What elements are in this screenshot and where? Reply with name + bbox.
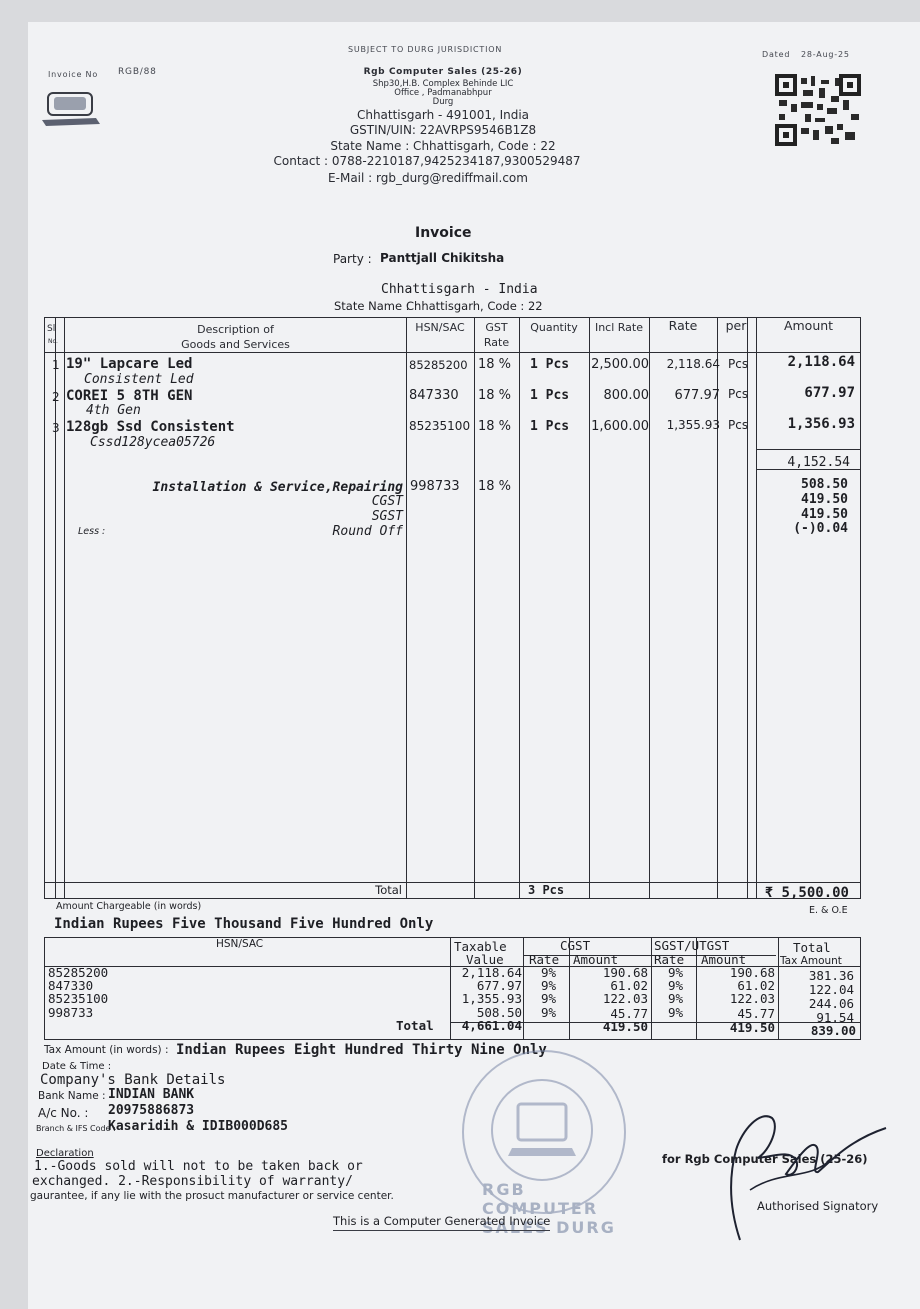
for-company: for Rgb Computer Sales (25-26) [662,1152,868,1166]
row-incl-rate: 800.00 [603,388,649,403]
cgst-label: CGST [371,494,403,509]
tax-total-amount: 839.00 [810,1023,856,1038]
eoe-note: E. & O.E [809,905,848,916]
round-off-label: Round Off [332,524,403,539]
tax-row-total: 244.06 [808,996,854,1011]
tax-row-cgst-rate: 9% [541,965,557,980]
company-state: State Name : Chhattisgarh, Code : 22 [330,139,556,153]
tax-row-hsn: 85285200 [48,965,109,980]
col-gst-1: GST [485,321,508,334]
row-sub: Cssd128ycea05726 [90,435,216,450]
tax-row-sgst-amount: 190.68 [729,965,775,980]
tax-total-value: 4,661.04 [461,1018,522,1033]
tax-row-cgst-amount: 122.03 [602,991,648,1006]
tax-col-cgst-rate: Rate [529,952,560,967]
row-hsn: 85235100 [409,419,471,433]
tax-row-cgst-rate: 9% [541,1005,557,1020]
authorised-signatory: Authorised Signatory [757,1199,879,1213]
company-address-2: Office , Padmanabhpur [394,88,492,98]
service-gst: 18 % [478,479,512,494]
row-qty: 1 Pcs [530,357,570,372]
tax-row-value: 1,355.93 [461,991,522,1006]
company-address-3: Durg [432,97,454,107]
amount-words-label: Amount Chargeable (in words) [56,901,202,912]
branch-label: Branch & IFS Code : [36,1124,116,1133]
account-label: A/c No. : [38,1106,89,1120]
amount-words: Indian Rupees Five Thousand Five Hundred Only [54,916,434,932]
row-incl-rate: 2,500.00 [591,357,649,372]
tax-row-hsn: 85235100 [48,991,109,1006]
declaration-line-2: exchanged. 2.-Responsibility of warranty/ [32,1174,353,1189]
tax-col-cgst-amount: Amount [573,952,619,967]
invoice-no-label: Invoice No [48,70,99,79]
bank-title: Company's Bank Details [40,1072,226,1088]
tax-row-cgst-rate: 9% [541,978,557,993]
row-sl: 3 [52,421,60,435]
account-number: 20975886873 [108,1103,195,1118]
col-desc-2: Goods and Services [181,338,290,351]
round-off-amount: (-)0.04 [793,521,848,536]
total-amount: ₹ 5,500.00 [764,885,849,901]
service-amount: 508.50 [801,477,848,492]
invoice-title: Invoice [415,225,472,241]
tax-words: Indian Rupees Eight Hundred Thirty Nine Only [176,1042,547,1058]
company-stamp [462,1050,626,1237]
tax-total-label: Total [396,1018,434,1033]
party-label: Party : [333,252,372,266]
qr-code-icon [775,74,861,146]
tax-words-label: Tax Amount (in words) : [44,1044,169,1056]
sgst-amount: 419.50 [801,507,848,522]
dated-value: 28-Aug-25 [801,50,850,59]
tax-col-taxable-2: Value [466,952,504,967]
tax-col-taxable-1: Taxable [454,939,507,954]
declaration-line-3: gaurantee, if any lie with the prosuct manufacturer or service center. [30,1190,394,1202]
row-rate: 677.97 [674,388,720,403]
bank-name-label: Bank Name : [38,1090,106,1102]
subtotal-amount: 4,152.54 [787,455,850,470]
less-label: Less : [78,526,106,537]
tax-row-cgst-amount: 190.68 [602,965,648,980]
row-sl: 2 [52,390,60,404]
row-per: Pcs [728,387,749,401]
col-rate: Rate [668,318,698,333]
party-state: Chhattisgarh, Code : 22 [406,299,543,313]
tax-col-sgst: SGST/UTGST [654,938,730,953]
dated-label: Dated [762,50,791,59]
tax-row-sgst-rate: 9% [668,991,684,1006]
party-name: Panttjall Chikitsha [380,251,505,265]
tax-row-total: 381.36 [808,968,854,983]
cgst-amount: 419.50 [801,492,848,507]
company-email: E-Mail : rgb_durg@rediffmail.com [328,171,528,185]
tax-row-sgst-rate: 9% [668,1005,684,1020]
tax-row-sgst-amount: 61.02 [737,978,775,993]
row-per: Pcs [728,357,749,371]
tax-row-hsn: 847330 [48,978,94,993]
items-table [44,317,861,899]
company-logo [38,88,104,128]
company-address-4: Chhattisgarh - 491001, India [356,108,530,122]
row-incl-rate: 1,600.00 [591,419,649,434]
tax-col-total-1: Total [793,940,831,955]
tax-col-sgst-amount: Amount [701,952,747,967]
col-no: No. [48,338,58,345]
row-per: Pcs [728,418,749,432]
col-qty: Quantity [530,321,578,334]
row-name: 19" Lapcare Led [66,356,193,372]
row-gst: 18 % [478,357,512,372]
row-sl: 1 [52,358,60,372]
service-hsn: 998733 [410,479,460,494]
row-rate: 2,118.64 [666,357,720,371]
date-time-label: Date & Time : [42,1061,112,1072]
company-address-1: Shp30,H.B. Complex Behinde LIC [372,79,514,89]
row-gst: 18 % [478,388,512,403]
stamp-text: RGB COMPUTER SALES DURG [482,1180,616,1237]
bank-name: INDIAN BANK [108,1087,195,1102]
tax-total-cgst: 419.50 [602,1019,648,1034]
col-hsn: HSN/SAC [415,321,465,334]
tax-row-sgst-rate: 9% [668,978,684,993]
col-gst-2: Rate [483,336,510,349]
col-desc-1: Description of [197,323,274,336]
total-label: Total [375,883,402,897]
row-hsn: 847330 [409,388,459,403]
row-name: 128gb Ssd Consistent [66,419,235,435]
row-rate: 1,355.93 [666,418,720,432]
tax-row-value: 508.50 [476,1005,522,1020]
row-amount: 1,356.93 [787,416,855,432]
tax-col-sgst-rate: Rate [654,952,685,967]
tax-total-sgst: 419.50 [729,1020,775,1035]
signature-drawing [700,1100,890,1250]
tax-row-sgst-amount: 45.77 [737,1006,775,1021]
row-name: COREI 5 8TH GEN [66,388,193,404]
tax-row-value: 2,118.64 [461,965,522,980]
sgst-label: SGST [371,509,403,524]
tax-row-cgst-amount: 45.77 [610,1006,648,1021]
computer-generated-note: This is a Computer Generated Invoice [333,1214,550,1231]
tax-row-value: 677.97 [476,978,522,993]
col-incl-rate: Incl Rate [594,321,644,334]
party-region: Chhattisgarh - India [381,282,538,297]
tax-row-hsn: 998733 [48,1005,94,1020]
row-sub: 4th Gen [86,403,141,418]
jurisdiction-note: SUBJECT TO DURG JURISDICTION [348,45,503,54]
tax-row-total: 91.54 [816,1010,854,1025]
invoice-no: RGB/88 [118,67,157,77]
row-gst: 18 % [478,419,512,434]
row-qty: 1 Pcs [530,388,570,403]
company-contact: Contact : 0788-2210187,9425234187,9300529487 [273,154,581,168]
tax-row-total: 122.04 [808,982,854,997]
row-sub: Consistent Led [84,372,194,387]
declaration-line-1: 1.-Goods sold will not to be taken back or [34,1159,363,1174]
total-qty: 3 Pcs [528,883,565,897]
row-amount: 2,118.64 [787,354,855,370]
tax-row-cgst-amount: 61.02 [610,978,648,993]
declaration-label: Declaration [36,1148,94,1159]
tax-row-sgst-rate: 9% [668,965,684,980]
branch-ifsc: Kasaridih & IDIB000D685 [108,1119,289,1134]
col-per: per [725,318,747,333]
row-amount: 677.97 [804,385,855,401]
tax-col-hsn: HSN/SAC [216,938,264,950]
party-state-label: State Name : [334,299,410,313]
tax-col-cgst: CGST [560,938,591,953]
company-name: Rgb Computer Sales (25-26) [363,67,523,77]
tax-row-cgst-rate: 9% [541,991,557,1006]
row-qty: 1 Pcs [530,419,570,434]
col-amount: Amount [783,318,834,333]
tax-row-sgst-amount: 122.03 [729,991,775,1006]
company-gstin: GSTIN/UIN: 22AVRPS9546B1Z8 [349,123,537,137]
service-name: Installation & Service,Repairing [152,480,403,495]
col-sl: Sl [47,324,56,334]
row-hsn: 85285200 [409,358,468,372]
tax-col-total-2: Tax Amount [780,955,842,967]
